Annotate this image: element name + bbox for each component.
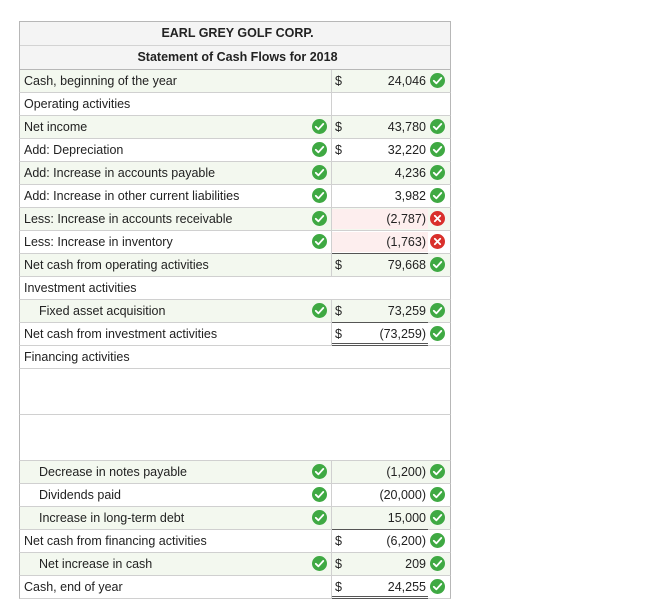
value-input[interactable]: (6,200) bbox=[386, 534, 426, 548]
check-icon bbox=[312, 211, 327, 226]
check-icon bbox=[430, 257, 445, 272]
dollar-sign: $ bbox=[335, 258, 342, 272]
value-input[interactable]: (73,259) bbox=[379, 327, 426, 341]
row-label[interactable]: Fixed asset acquisition bbox=[39, 304, 166, 318]
row-long-term-debt bbox=[19, 507, 451, 530]
check-icon bbox=[312, 142, 327, 157]
row-label[interactable]: Add: Increase in accounts payable bbox=[24, 166, 216, 180]
check-icon bbox=[312, 119, 327, 134]
row-cash-end bbox=[19, 576, 451, 599]
check-icon bbox=[312, 556, 327, 571]
check-icon bbox=[312, 510, 327, 525]
row-label[interactable]: Decrease in notes payable bbox=[39, 465, 188, 479]
dollar-sign: $ bbox=[335, 304, 342, 318]
dollar-sign: $ bbox=[335, 580, 342, 594]
statement-title: Statement of Cash Flows for 2018 bbox=[20, 45, 450, 69]
value-input[interactable]: (1,200) bbox=[386, 465, 426, 479]
row-accounts-payable bbox=[19, 162, 451, 185]
check-icon bbox=[430, 326, 445, 341]
row-label[interactable]: Net increase in cash bbox=[39, 557, 153, 571]
section-heading: Operating activities bbox=[24, 97, 131, 111]
section-heading: Investment activities bbox=[24, 281, 137, 295]
row-label[interactable]: Net income bbox=[24, 120, 88, 134]
error-x-icon bbox=[430, 234, 445, 249]
dollar-sign: $ bbox=[335, 143, 342, 157]
cash-flow-table bbox=[19, 21, 451, 599]
value-input[interactable]: 24,046 bbox=[387, 74, 426, 88]
total-double-underline bbox=[332, 596, 428, 599]
value-input[interactable]: (20,000) bbox=[379, 488, 426, 502]
check-icon bbox=[430, 142, 445, 157]
check-icon bbox=[312, 188, 327, 203]
row-cash-beginning bbox=[19, 70, 451, 93]
error-x-icon bbox=[430, 211, 445, 226]
row-inventory bbox=[19, 231, 451, 254]
check-icon bbox=[430, 556, 445, 571]
check-icon bbox=[430, 188, 445, 203]
row-net-income bbox=[19, 116, 451, 139]
check-icon bbox=[430, 303, 445, 318]
row-label[interactable]: Add: Increase in other current liabilities bbox=[24, 189, 240, 203]
row-depreciation bbox=[19, 139, 451, 162]
row-other-liabilities bbox=[19, 185, 451, 208]
row-label[interactable]: Less: Increase in accounts receivable bbox=[24, 212, 233, 226]
row-label: Net cash from financing activities bbox=[24, 534, 207, 548]
row-net-financing bbox=[19, 530, 451, 553]
check-icon bbox=[312, 487, 327, 502]
company-name: EARL GREY GOLF CORP. bbox=[161, 26, 314, 40]
check-icon bbox=[430, 487, 445, 502]
row-label: Cash, beginning of the year bbox=[24, 74, 177, 88]
row-blank bbox=[19, 415, 451, 461]
dollar-sign: $ bbox=[335, 534, 342, 548]
value-input[interactable]: 24,255 bbox=[387, 580, 426, 594]
dollar-sign: $ bbox=[335, 557, 342, 571]
row-financing-heading bbox=[19, 346, 451, 369]
row-net-investment bbox=[19, 323, 451, 346]
row-blank bbox=[19, 369, 451, 415]
row-label: Net cash from investment activities bbox=[24, 327, 218, 341]
row-label: Cash, end of year bbox=[24, 580, 123, 594]
dollar-sign: $ bbox=[335, 74, 342, 88]
value-input[interactable]: 15,000 bbox=[387, 511, 426, 525]
check-icon bbox=[430, 533, 445, 548]
value-input[interactable]: (2,787) bbox=[332, 209, 428, 229]
value-input[interactable]: 79,668 bbox=[387, 258, 426, 272]
check-icon bbox=[430, 510, 445, 525]
value-input[interactable]: 3,982 bbox=[394, 189, 426, 203]
check-icon bbox=[312, 464, 327, 479]
row-net-operating bbox=[19, 254, 451, 277]
row-investment-heading bbox=[19, 277, 451, 300]
row-label: Net cash from operating activities bbox=[24, 258, 209, 272]
row-label[interactable]: Dividends paid bbox=[39, 488, 121, 502]
row-net-increase bbox=[19, 553, 451, 576]
row-notes-payable bbox=[19, 461, 451, 484]
check-icon bbox=[430, 119, 445, 134]
row-dividends bbox=[19, 484, 451, 507]
check-icon bbox=[430, 73, 445, 88]
section-heading: Financing activities bbox=[24, 350, 130, 364]
row-accounts-receivable bbox=[19, 208, 451, 231]
dollar-sign: $ bbox=[335, 120, 342, 134]
value-input[interactable]: 209 bbox=[405, 557, 426, 571]
value-input[interactable]: 43,780 bbox=[387, 120, 426, 134]
check-icon bbox=[430, 579, 445, 594]
check-icon bbox=[430, 165, 445, 180]
check-icon bbox=[312, 303, 327, 318]
check-icon bbox=[430, 464, 445, 479]
check-icon bbox=[312, 165, 327, 180]
check-icon bbox=[312, 234, 327, 249]
dollar-sign: $ bbox=[335, 327, 342, 341]
row-label[interactable]: Less: Increase in inventory bbox=[24, 235, 173, 249]
value-input[interactable]: (1,763) bbox=[332, 232, 428, 252]
value-input[interactable]: 73,259 bbox=[387, 304, 426, 318]
value-input[interactable]: 4,236 bbox=[394, 166, 426, 180]
value-input[interactable]: 32,220 bbox=[387, 143, 426, 157]
table-header bbox=[19, 21, 451, 70]
row-operating-heading bbox=[19, 93, 451, 116]
row-label[interactable]: Increase in long-term debt bbox=[39, 511, 185, 525]
row-fixed-asset bbox=[19, 300, 451, 323]
row-label[interactable]: Add: Depreciation bbox=[24, 143, 124, 157]
